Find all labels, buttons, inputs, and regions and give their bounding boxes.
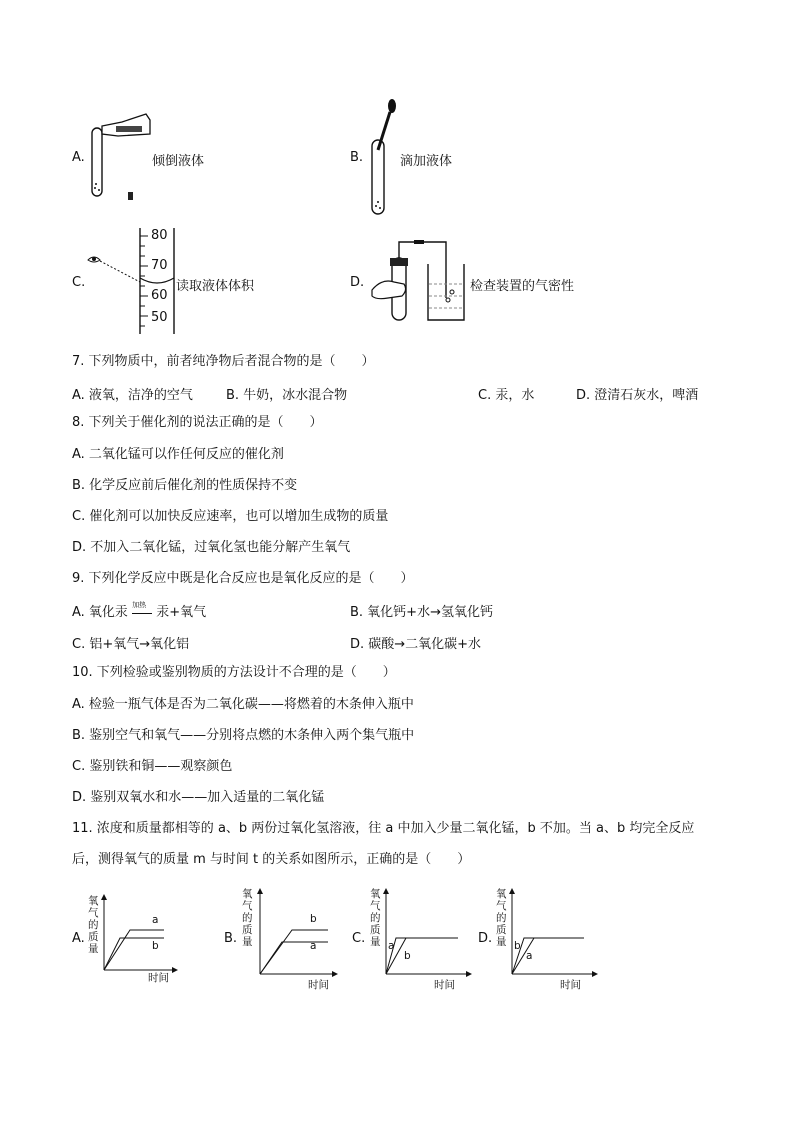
option-d-letter: D.: [350, 275, 365, 290]
q9-option-a-prefix: A. 氧化汞: [72, 605, 128, 620]
q8-stem: 8. 下列关于催化剂的说法正确的是（ ）: [72, 415, 323, 430]
option-c-label: 读取液体体积: [176, 279, 255, 294]
q9-option-a-suffix: 汞+氧气: [156, 605, 207, 620]
graph-a-xlabel: 时间: [148, 972, 169, 984]
q9-option-a: [72, 601, 206, 620]
graph-b-xlabel: 时间: [308, 979, 329, 991]
cylinder-tick-60: 60: [151, 288, 168, 303]
q8-option-b: B. 化学反应前后催化剂的性质保持不变: [72, 478, 298, 493]
pouring-liquid-figure: [88, 106, 158, 202]
graph-b-upper-label: b: [310, 913, 317, 925]
graph-c-xlabel: 时间: [434, 979, 455, 991]
q11-stem-line1: 11. 浓度和质量都相等的 a、b 两份过氧化氢溶液，往 a 中加入少量二氧化锰，b 不加。当 a、b 均完全反应: [72, 821, 695, 836]
graph-a-ylabel: 氧气的质量: [88, 895, 99, 955]
graph-a-letter: A.: [72, 931, 85, 946]
q9-option-c: C. 铝+氧气→氧化铝: [72, 637, 190, 652]
q7-option-d: D. 澄清石灰水，啤酒: [576, 388, 699, 403]
q9-option-b: B. 氧化钙+水→氢氧化钙: [350, 605, 493, 620]
cylinder-tick-70: 70: [151, 258, 168, 273]
graph-c-letter: C.: [352, 931, 366, 946]
q7-option-b: B. 牛奶，冰水混合物: [226, 388, 348, 403]
option-d-label: 检查装置的气密性: [470, 279, 575, 294]
q9-stem: 9. 下列化学反应中既是化合反应也是氧化反应的是（ ）: [72, 571, 414, 586]
q8-option-d: D. 不加入二氧化锰，过氧化氢也能分解产生氧气: [72, 540, 351, 555]
q10-option-a: A. 检验一瓶气体是否为二氧化碳——将燃着的木条伸入瓶中: [72, 697, 414, 712]
cylinder-tick-50: 50: [151, 310, 168, 325]
option-a-letter: A.: [72, 150, 85, 165]
option-b-label: 滴加液体: [400, 154, 453, 169]
graph-d-left-label: b: [514, 940, 521, 952]
graph-d-right-label: a: [526, 950, 533, 962]
graph-b-plot: [254, 888, 340, 980]
option-a-label: 倾倒液体: [152, 154, 205, 169]
q8-option-a: A. 二氧化锰可以作任何反应的催化剂: [72, 447, 284, 462]
q7-option-a: A. 液氧，洁净的空气: [72, 388, 193, 403]
cylinder-tick-80: 80: [151, 228, 168, 243]
graph-d-xlabel: 时间: [560, 979, 581, 991]
graph-b-ylabel: 氧气的质量: [242, 888, 253, 948]
airtightness-check-figure: [368, 238, 468, 324]
graph-c-right-label: b: [404, 950, 411, 962]
option-c-letter: C.: [72, 275, 86, 290]
q7-option-c: C. 汞，水: [478, 388, 535, 403]
graph-c-plot: [380, 888, 474, 980]
graph-c-ylabel: 氧气的质量: [370, 888, 381, 948]
q10-option-b: B. 鉴别空气和氧气——分别将点燃的木条伸入两个集气瓶中: [72, 728, 415, 743]
q9-option-d: D. 碳酸→二氧化碳+水: [350, 637, 482, 652]
graph-a-upper-label: a: [152, 914, 159, 926]
q10-stem: 10. 下列检验或鉴别物质的方法设计不合理的是（ ）: [72, 665, 396, 680]
graph-b-lower-label: a: [310, 940, 317, 952]
graph-c-left-label: a: [388, 940, 395, 952]
graph-a-plot: [98, 894, 180, 976]
q10-option-d: D. 鉴别双氧水和水——加入适量的二氧化锰: [72, 790, 325, 805]
graph-d-ylabel: 氧气的质量: [496, 888, 507, 948]
graph-d-plot: [506, 888, 600, 980]
graph-a-lower-label: b: [152, 940, 159, 952]
graph-d-letter: D.: [478, 931, 493, 946]
q9-condition: 加热: [132, 600, 147, 609]
q8-option-c: C. 催化剂可以加快反应速率，也可以增加生成物的质量: [72, 509, 389, 524]
option-b-letter: B.: [350, 150, 364, 165]
graph-b-letter: B.: [224, 931, 238, 946]
q7-stem: 7. 下列物质中，前者纯净物后者混合物的是（ ）: [72, 354, 375, 369]
q9-reaction-arrow: [132, 600, 152, 620]
q11-stem-line2: 后，测得氧气的质量 m 与时间 t 的关系如图所示，正确的是（ ）: [72, 852, 471, 867]
q10-option-c: C. 鉴别铁和铜——观察颜色: [72, 759, 233, 774]
